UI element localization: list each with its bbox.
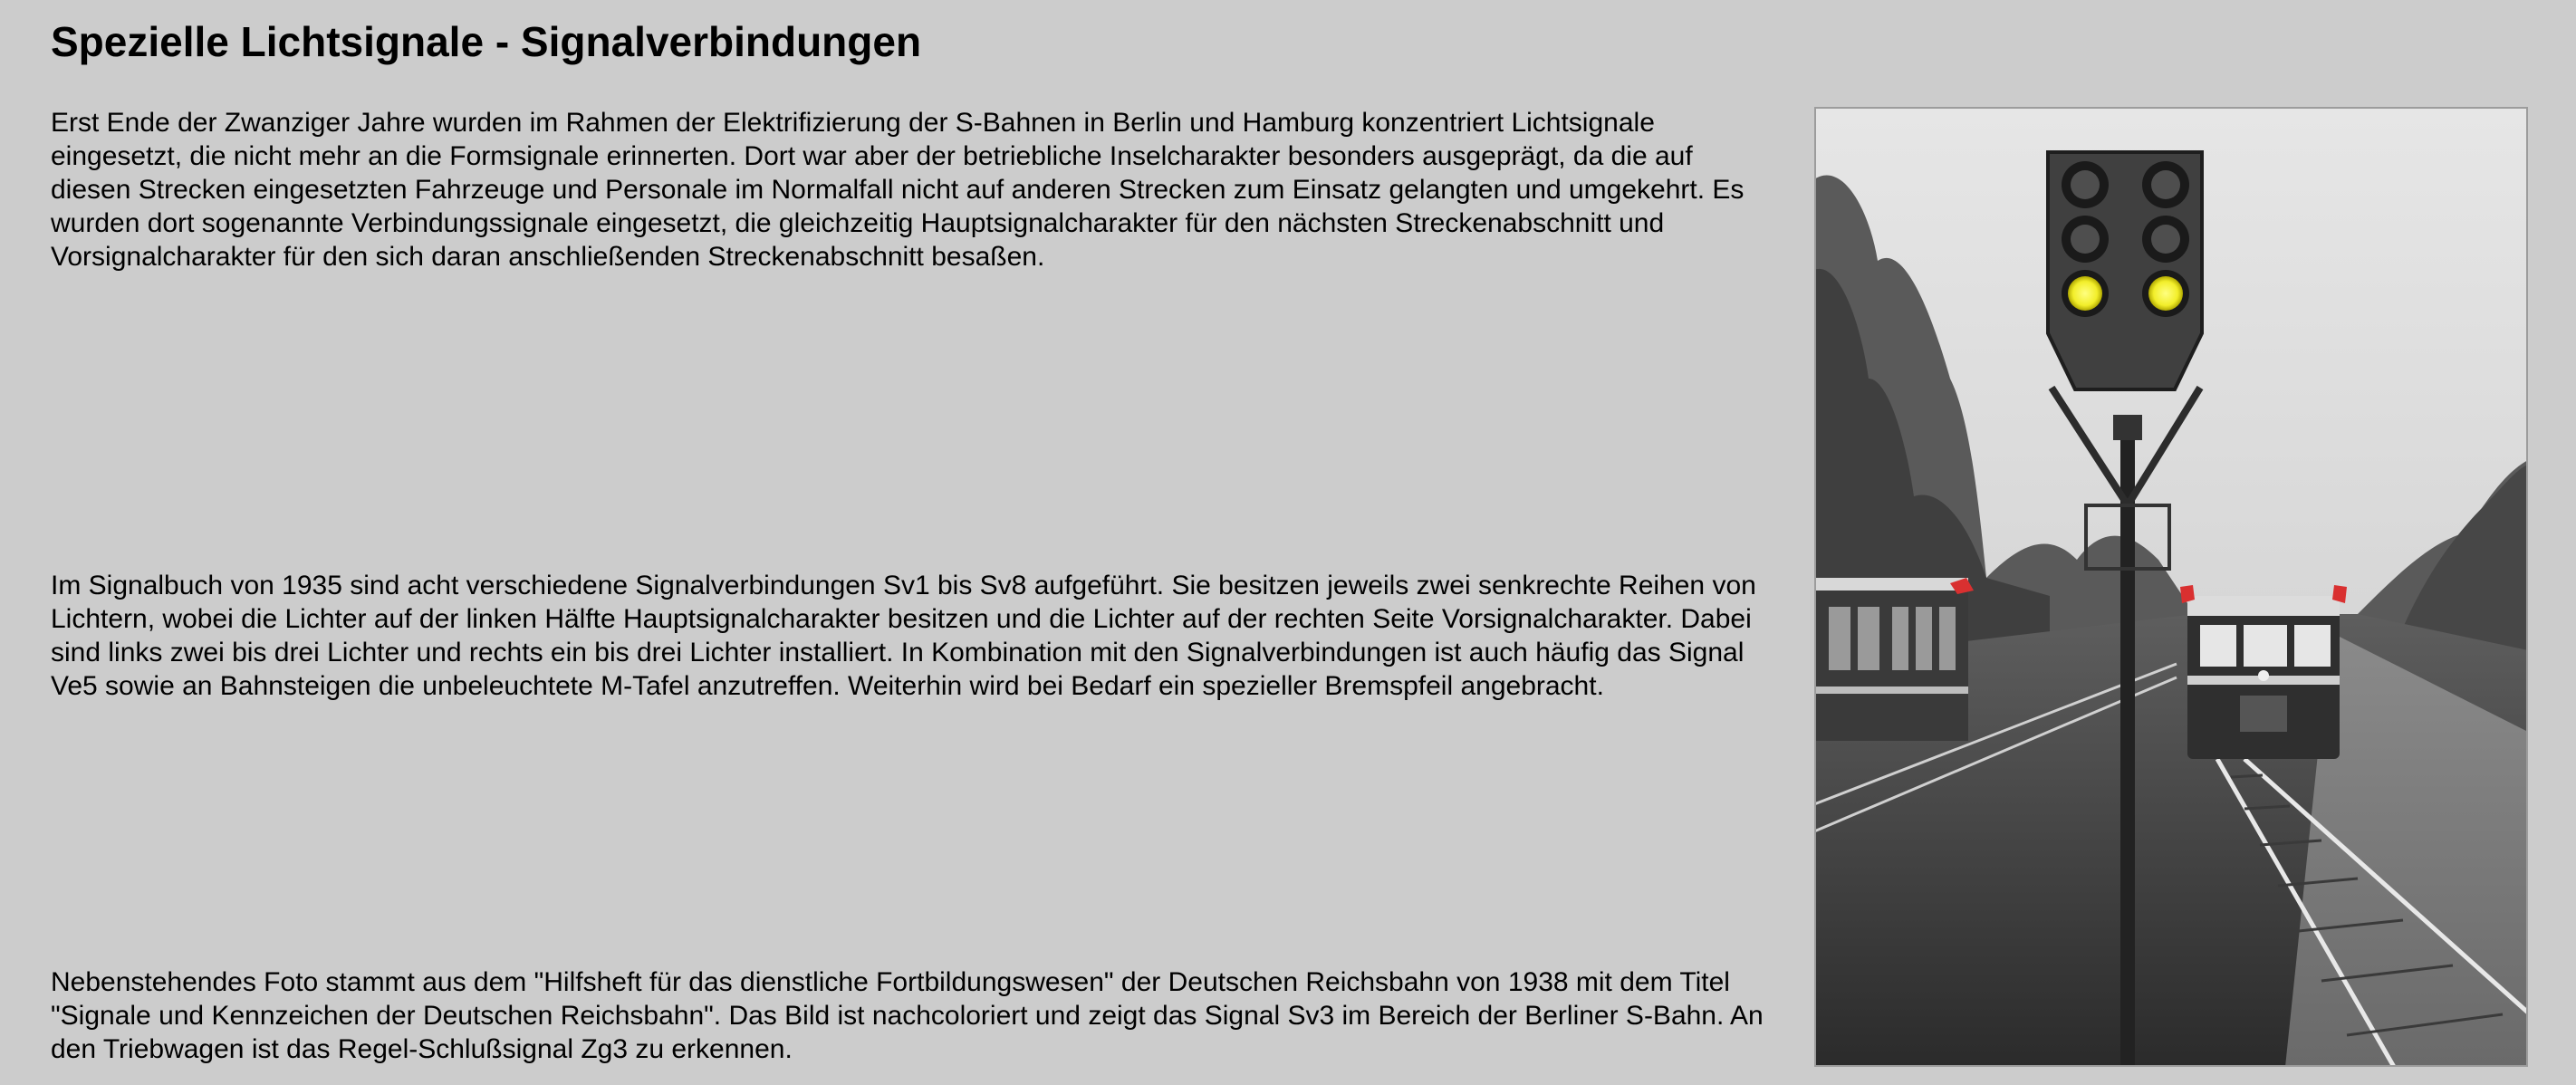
intro-paragraph: Erst Ende der Zwanziger Jahre wurden im Rahmen der Elektrifizierung der S-Bahnen in Berlin und Hamburg konzentriert Lichtsignale eingesetzt, die nicht mehr an die Formsignale erinnerten. Dort war aber der betriebliche Inselcharakter besonders ausgeprägt, da die auf diesen Strecken eingesetzten Fahrzeuge und Personale im Normalfall nicht auf anderen Strecken zum Einsatz gelangten und umgekehrt. Es wurden dort sogenannte Verbindungssignale eingesetzt, die gleichzeitig Hauptsignalcharakter für den nächsten Streckenabschnitt und Vorsignalcharakter für den sich daran anschließenden Streckenabschnitt besaßen. xyxy=(51,108,1745,272)
signal-lamp-dark xyxy=(2151,225,2180,254)
signal-lamp-dark xyxy=(2071,170,2100,199)
left-train xyxy=(1814,578,1974,741)
signal-lamp-dark xyxy=(2071,225,2100,254)
signal-sv3-photo xyxy=(1814,107,2528,1067)
right-train xyxy=(2180,585,2347,759)
page-title: Spezielle Lichtsignale - Signalverbindungen xyxy=(51,18,922,65)
photo-caption-paragraph: Nebenstehendes Foto stammt aus dem "Hilfsheft für das dienstliche Fortbildungswesen" der Deutschen Reichsbahn von 1938 mit dem Titel "Signale und Kennzeichen der Deutschen Reichsbahn". Das Bild ist nachcoloriert und zeigt das Signal Sv3 im Bereich der Berliner S-Bahn. An den Triebwagen ist das Regel-Schlußsignal Zg3 zu erkennen. xyxy=(51,967,1764,1064)
signal-lamp-lit-right xyxy=(2148,276,2183,311)
signal-lamp-dark xyxy=(2151,170,2180,199)
signal-head xyxy=(2048,152,2202,389)
signalbuch-paragraph: Im Signalbuch von 1935 sind acht verschiedene Signalverbindungen Sv1 bis Sv8 aufgeführt. Sie besitzen jeweils zwei senkrechte Reihen von Lichtern, wobei die Lichter auf der linken Hälfte Hauptsignalcharakter besitzen und die Lichter auf der rechten Seite Vorsignalcharakter. Dabei sind links zwei bis drei Lichter und rechts ein bis drei Lichter installiert. In Kombination mit den Signalverbindungen ist auch häufig das Signal Ve5 sowie an Bahnsteigen die unbeleuchtete M-Tafel anzutreffen. Weiterhin wird bei Bedarf ein spezieller Bremspfeil angebracht. xyxy=(51,571,1756,701)
signal-lamp-lit-left xyxy=(2068,276,2102,311)
